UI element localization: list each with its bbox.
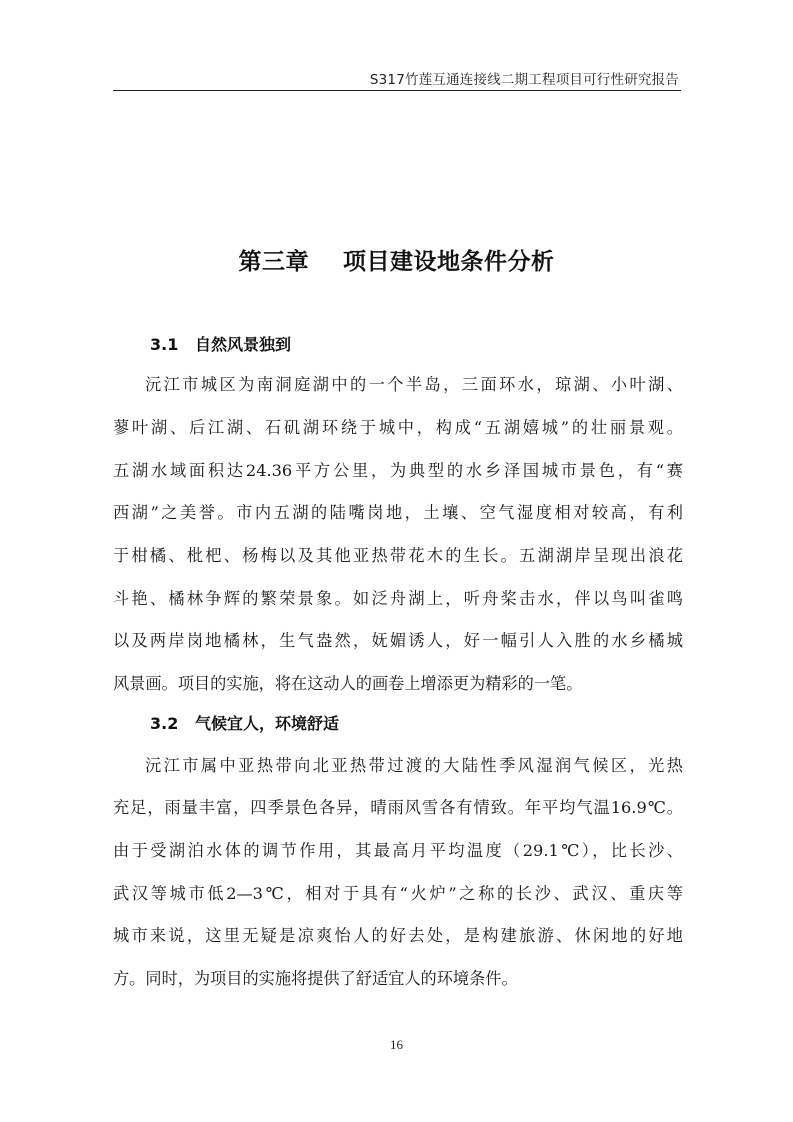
header-title: S317竹莲互通连接线二期工程项目可行性研究报告 [369, 72, 679, 88]
chapter-title: 第三章 项目建设地条件分析 [238, 249, 555, 275]
paragraph-line: 充足，雨量丰富，四季景色各异，晴雨风雪各有情致。年平均气温16.9℃。 [113, 798, 683, 817]
section-heading-3-1 [150, 332, 291, 355]
paragraph-line: 斗艳、橘林争辉的繁荣景象。如泛舟湖上，听舟桨击水，伴以鸟叫雀鸣 [113, 589, 683, 608]
paragraph-line: 武汉等城市低2—3℃，相对于具有“火炉”之称的长沙、武汉、重庆等 [113, 884, 683, 903]
section-number: 3.2 [150, 714, 179, 733]
paragraph-line: 沅江市城区为南洞庭湖中的一个半岛，三面环水，琼湖、小叶湖、 [145, 375, 683, 394]
paragraph-line: 西湖”之美誉。市内五湖的陆嘴岗地，土壤、空气湿度相对较高，有利 [113, 503, 683, 522]
paragraph-line: 方。同时，为项目的实施将提供了舒适宜人的环境条件。 [113, 969, 518, 988]
paragraph-line: 风景画。项目的实施，将在这动人的画卷上增添更为精彩的一笔。 [113, 674, 583, 693]
paragraph-line: 于柑橘、枇杷、杨梅以及其他亚热带花木的生长。五湖湖岸呈现出浪花 [113, 546, 683, 565]
page-header [113, 66, 681, 91]
paragraph-line: 五湖水域面积达24.36平方公里，为典型的水乡泽国城市景色，有“赛 [113, 461, 683, 480]
section-heading-3-2 [150, 711, 339, 734]
paragraph-line: 以及两岸岗地橘林，生气盎然，妩媚诱人，好一幅引人入胜的水乡橘城 [113, 631, 683, 650]
section-title: 气候宜人，环境舒适 [195, 714, 340, 733]
paragraph-line: 沅江市属中亚热带向北亚热带过渡的大陆性季风湿润气候区，光热 [145, 756, 683, 775]
paragraph-line: 城市来说，这里无疑是凉爽怡人的好去处，是构建旅游、休闲地的好地 [113, 926, 683, 945]
section-number: 3.1 [150, 335, 179, 354]
paragraph-line: 蓼叶湖、后江湖、石矶湖环绕于城中，构成“五湖嬉城”的壮丽景观。 [113, 418, 683, 437]
page-number: 16 [390, 1037, 403, 1052]
section-title: 自然风景独到 [195, 335, 292, 354]
paragraph-line: 由于受湖泊水体的调节作用，其最高月平均温度（29.1℃），比长沙、 [113, 841, 683, 860]
